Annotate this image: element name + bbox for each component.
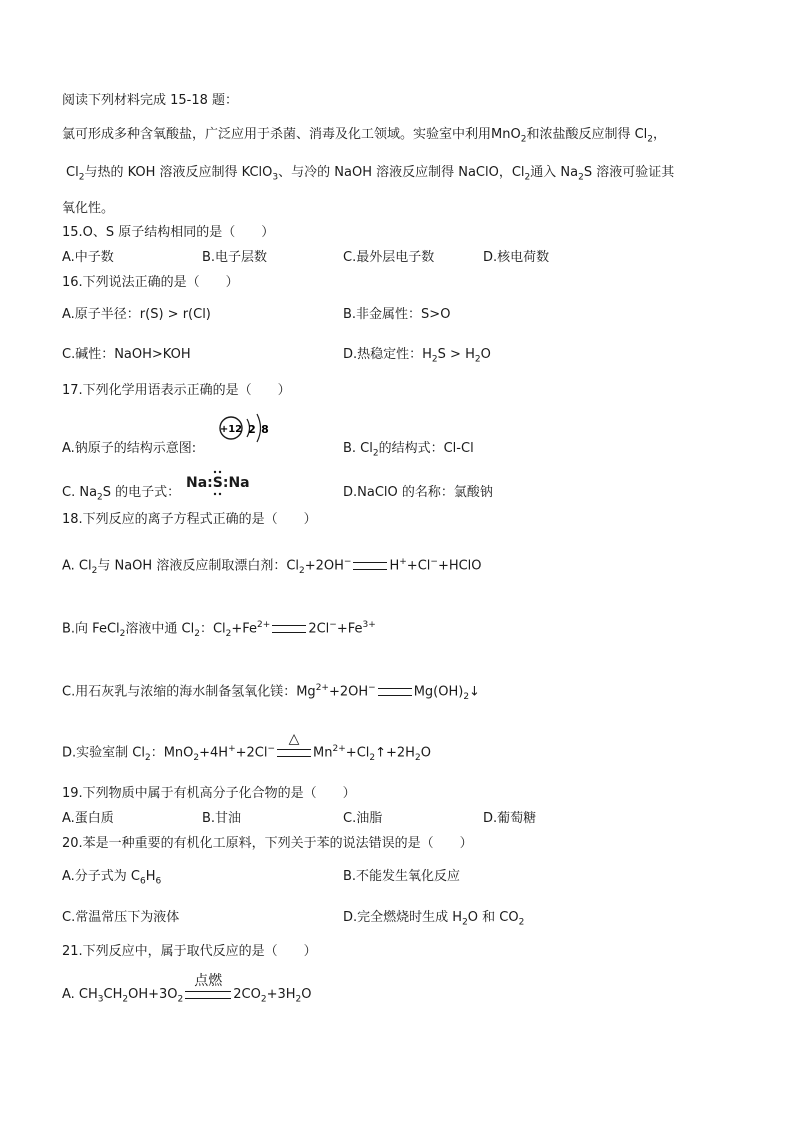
equals-sign — [378, 688, 412, 696]
ignition-equals-sign — [185, 972, 231, 999]
question-17-option-c: C. $Na_2S$ 的电子式： — [62, 485, 181, 503]
question-16-stem: 16.下列说法正确的是（ ） — [62, 275, 239, 290]
intro-heading: 阅读下列材料完成 15-18 题： — [62, 93, 239, 108]
intro-paragraph-line1: 氯可形成多种含氧酸盐，广泛应用于杀菌、消毒及化工领域。实验室中利用MnO$_2$和浓盐酸反应制得 $Cl_2$， — [62, 127, 667, 145]
equals-sign — [353, 562, 387, 570]
question-16-option-d: D.热稳定性：$H_2S > H_2O$ — [343, 347, 491, 365]
question-21-option-a: A. $CH_3CH_2OH+3O_2$ 点燃 $2CO_2+3H_2O$ — [62, 972, 312, 1005]
question-18-stem: 18.下列反应的离子方程式正确的是（ ） — [62, 512, 317, 527]
question-20-option-b: B.不能发生氧化反应 — [343, 869, 461, 884]
heating-condition: △ — [288, 730, 300, 747]
intro-paragraph-line2: $Cl_2$与热的 KOH 溶液反应制得 KClO$_3$、与冷的 NaOH 溶液反应制得 NaClO，$Cl_2$通入 $Na_2S$ 溶液可验证其 — [66, 165, 675, 183]
atom-nucleus-label: +12 — [219, 424, 243, 435]
heating-equals-sign — [277, 730, 311, 757]
question-19-stem: 19.下列物质中属于有机高分子化合物的是（ ） — [62, 786, 356, 801]
question-18-option-a: A. $Cl_2$与 NaOH 溶液反应制取漂白剂：$Cl_2+2OH^-$ H++Cl−+HClO — [62, 557, 482, 576]
question-19-option-d: D.葡萄糖 — [483, 811, 537, 826]
question-17-option-d: D.NaClO 的名称：氯酸钠 — [343, 485, 493, 500]
question-19-option-a: A.蛋白质 — [62, 811, 114, 826]
question-17-stem: 17.下列化学用语表示正确的是（ ） — [62, 383, 291, 398]
question-17-option-a: A.钠原子的结构示意图: — [62, 441, 197, 456]
equals-sign — [272, 625, 306, 633]
question-15-option-a: A.中子数 — [62, 250, 114, 265]
question-18-option-d: D.实验室制 $Cl_2$：MnO$_2$+4H++2Cl− △ $Mn^{2+}+Cl_2↑+2H_2O$ — [62, 730, 431, 763]
atom-shell-1-count: 2 — [248, 423, 256, 436]
sodium-sulfide-electron-formula: Na:S:Na — [186, 475, 250, 491]
question-18-option-b: B.向 FeCl$_2$溶液中通 $Cl_2$：$Cl_2+Fe^{2+}$ $2Cl^-+Fe^{3+}$ — [62, 620, 376, 639]
question-15-option-d: D.核电荷数 — [483, 250, 550, 265]
question-20-option-d: D.完全燃烧时生成 $H_2O$ 和 $CO_2$ — [343, 910, 525, 928]
question-19-option-b: B.甘油 — [202, 811, 242, 826]
atom-shell-arc-2 — [257, 414, 261, 442]
sodium-atom-structure-diagram — [216, 406, 276, 444]
question-16-option-b: B.非金属性：S>O — [343, 307, 451, 322]
question-20-option-c: C.常温常压下为液体 — [62, 910, 180, 925]
ignition-condition: 点燃 — [194, 972, 223, 989]
question-20-option-a: A.分子式为 $C_6H_6$ — [62, 869, 162, 887]
question-15-option-b: B.电子层数 — [202, 250, 268, 265]
question-18-option-c: C.用石灰乳与浓缩的海水制备氢氧化镁：$Mg^{2+}+2OH^-$ $Mg(OH)_2↓$ — [62, 683, 480, 702]
intro-paragraph-line3: 氧化性。 — [62, 201, 115, 216]
question-16-option-a: A.原子半径：r(S) > r(Cl) — [62, 307, 211, 322]
question-20-stem: 20.苯是一种重要的有机化工原料，下列关于苯的说法错误的是（ ） — [62, 836, 473, 851]
question-17-option-b: B. $Cl_2$的结构式：Cl-Cl — [343, 441, 474, 459]
question-15-stem: 15.O、S 原子结构相同的是（ ） — [62, 225, 275, 240]
electron-dots-icon — [208, 470, 228, 498]
question-21-stem: 21.下列反应中，属于取代反应的是（ ） — [62, 944, 317, 959]
question-16-option-c: C.碱性：NaOH>KOH — [62, 347, 191, 362]
atom-shell-2-count: 8 — [261, 423, 269, 436]
question-19-option-c: C.油脂 — [343, 811, 383, 826]
question-15-option-c: C.最外层电子数 — [343, 250, 435, 265]
